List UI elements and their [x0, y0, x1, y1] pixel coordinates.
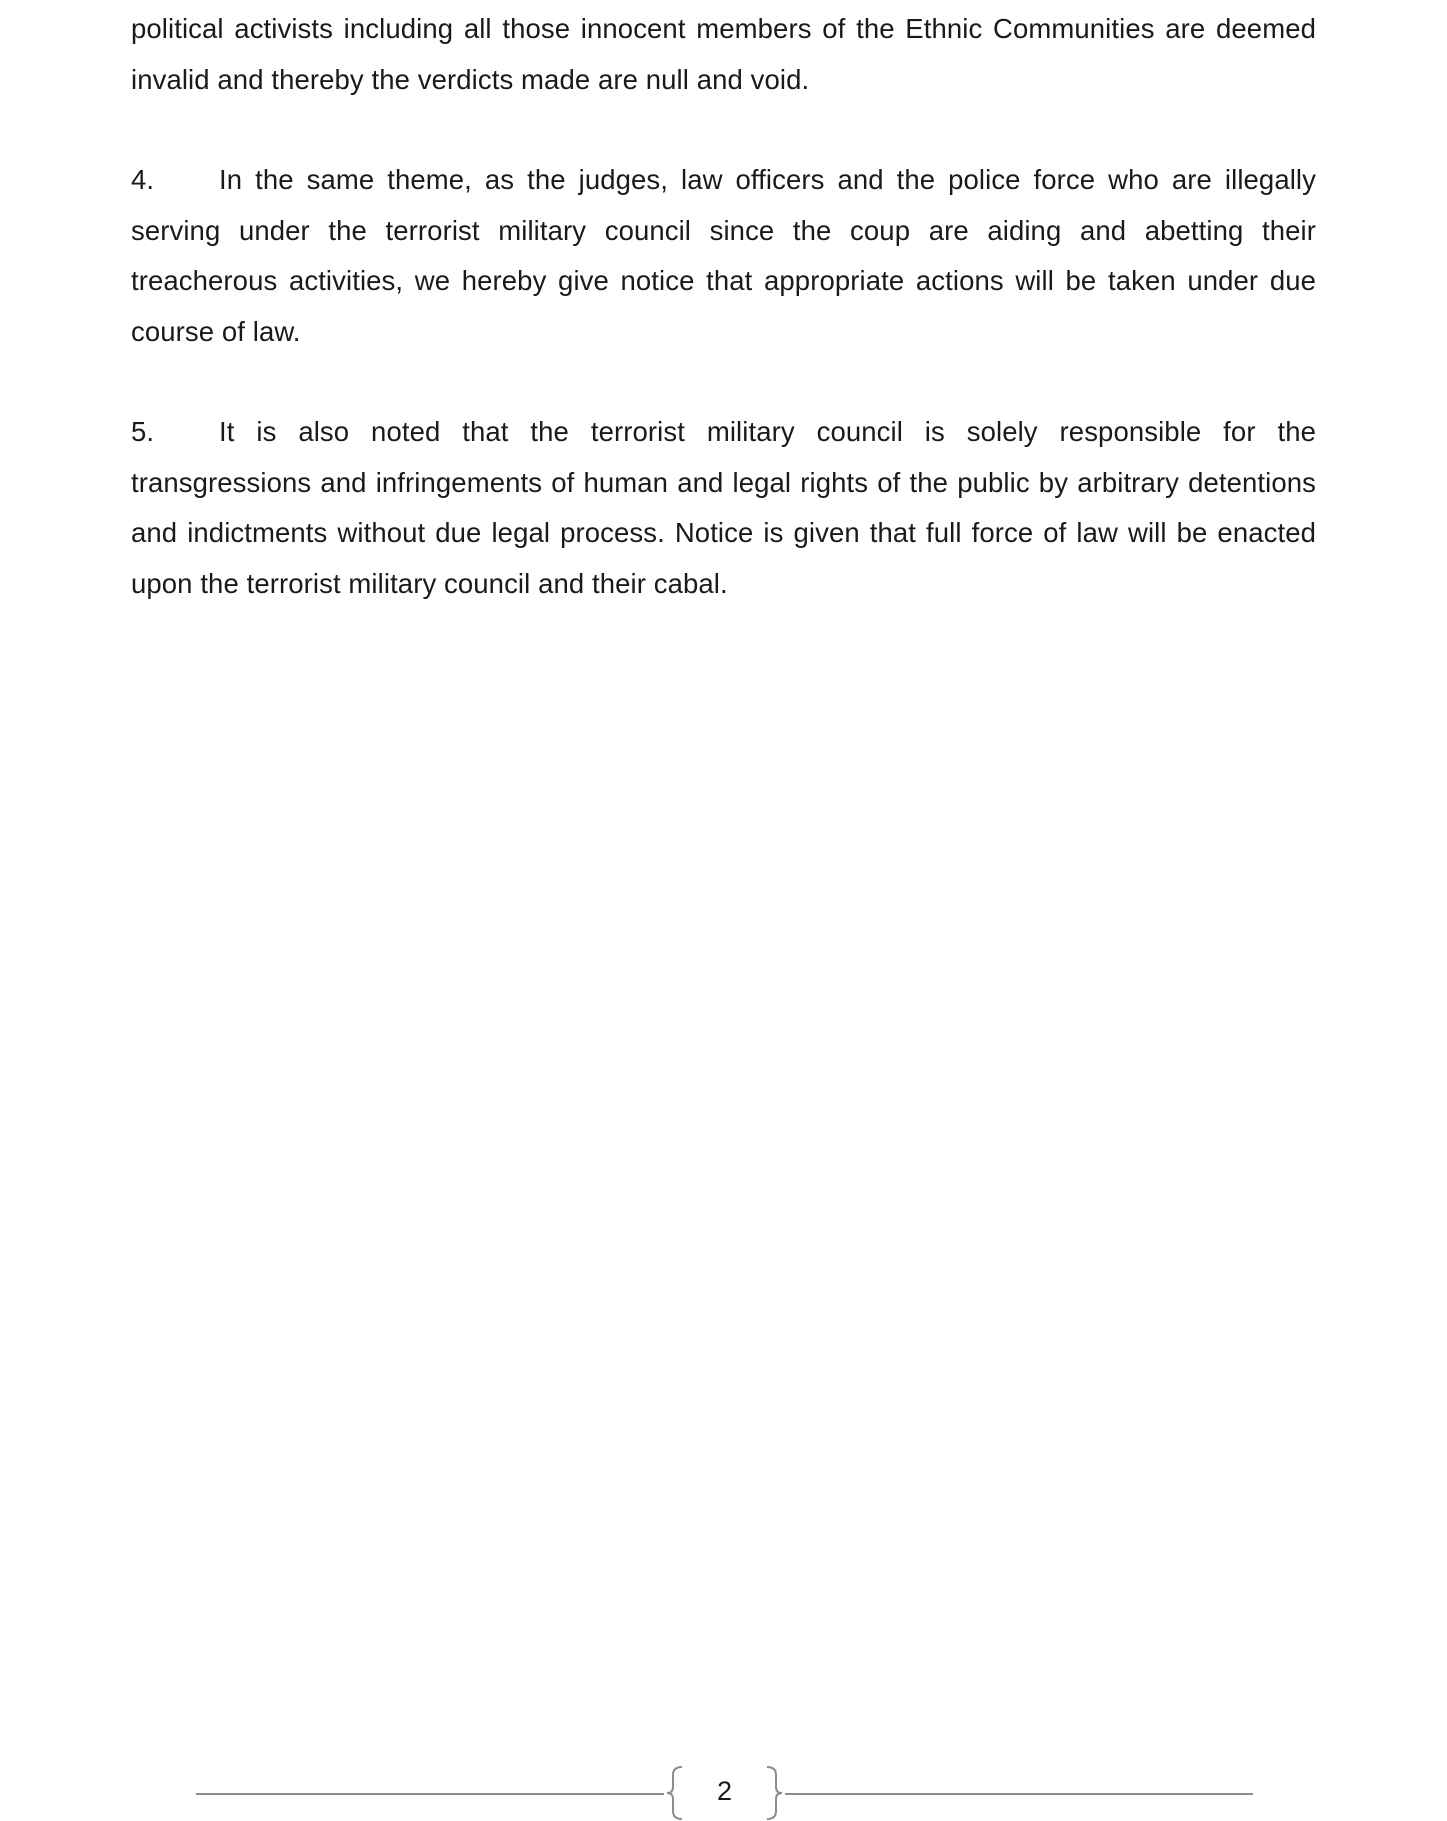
paragraph-number: 4. [131, 164, 155, 195]
right-brace-icon [763, 1765, 785, 1821]
paragraph-text: It is also noted that the terrorist military council is solely responsible for the transgressions and infringements of human and legal rights of the public by arbitrary detentions and indictments without due legal process. Notice is given that full force of law will be enacted upon the terrorist military council and their cabal. [131, 416, 1316, 599]
page-footer [0, 1765, 1447, 1821]
paragraph-4 [131, 155, 1316, 357]
footer-rule-left [196, 1793, 664, 1795]
paragraph-text: In the same theme, as the judges, law officers and the police force who are illegally serving under the terrorist military council since the coup are aiding and abetting their treacherous activities, we hereby give notice that appropriate actions will be taken under due course of law. [131, 164, 1316, 347]
page-number: 2 [716, 1776, 733, 1806]
continued-paragraph-text: political activists including all those innocent members of the Ethnic Communities are deemed invalid and thereby the verdicts made are null and void. [131, 13, 1316, 95]
left-brace-icon [664, 1765, 686, 1821]
paragraph-number: 5. [131, 416, 155, 447]
paragraph-5 [131, 407, 1316, 609]
footer-rule-right [785, 1793, 1253, 1795]
continued-paragraph [131, 4, 1316, 105]
